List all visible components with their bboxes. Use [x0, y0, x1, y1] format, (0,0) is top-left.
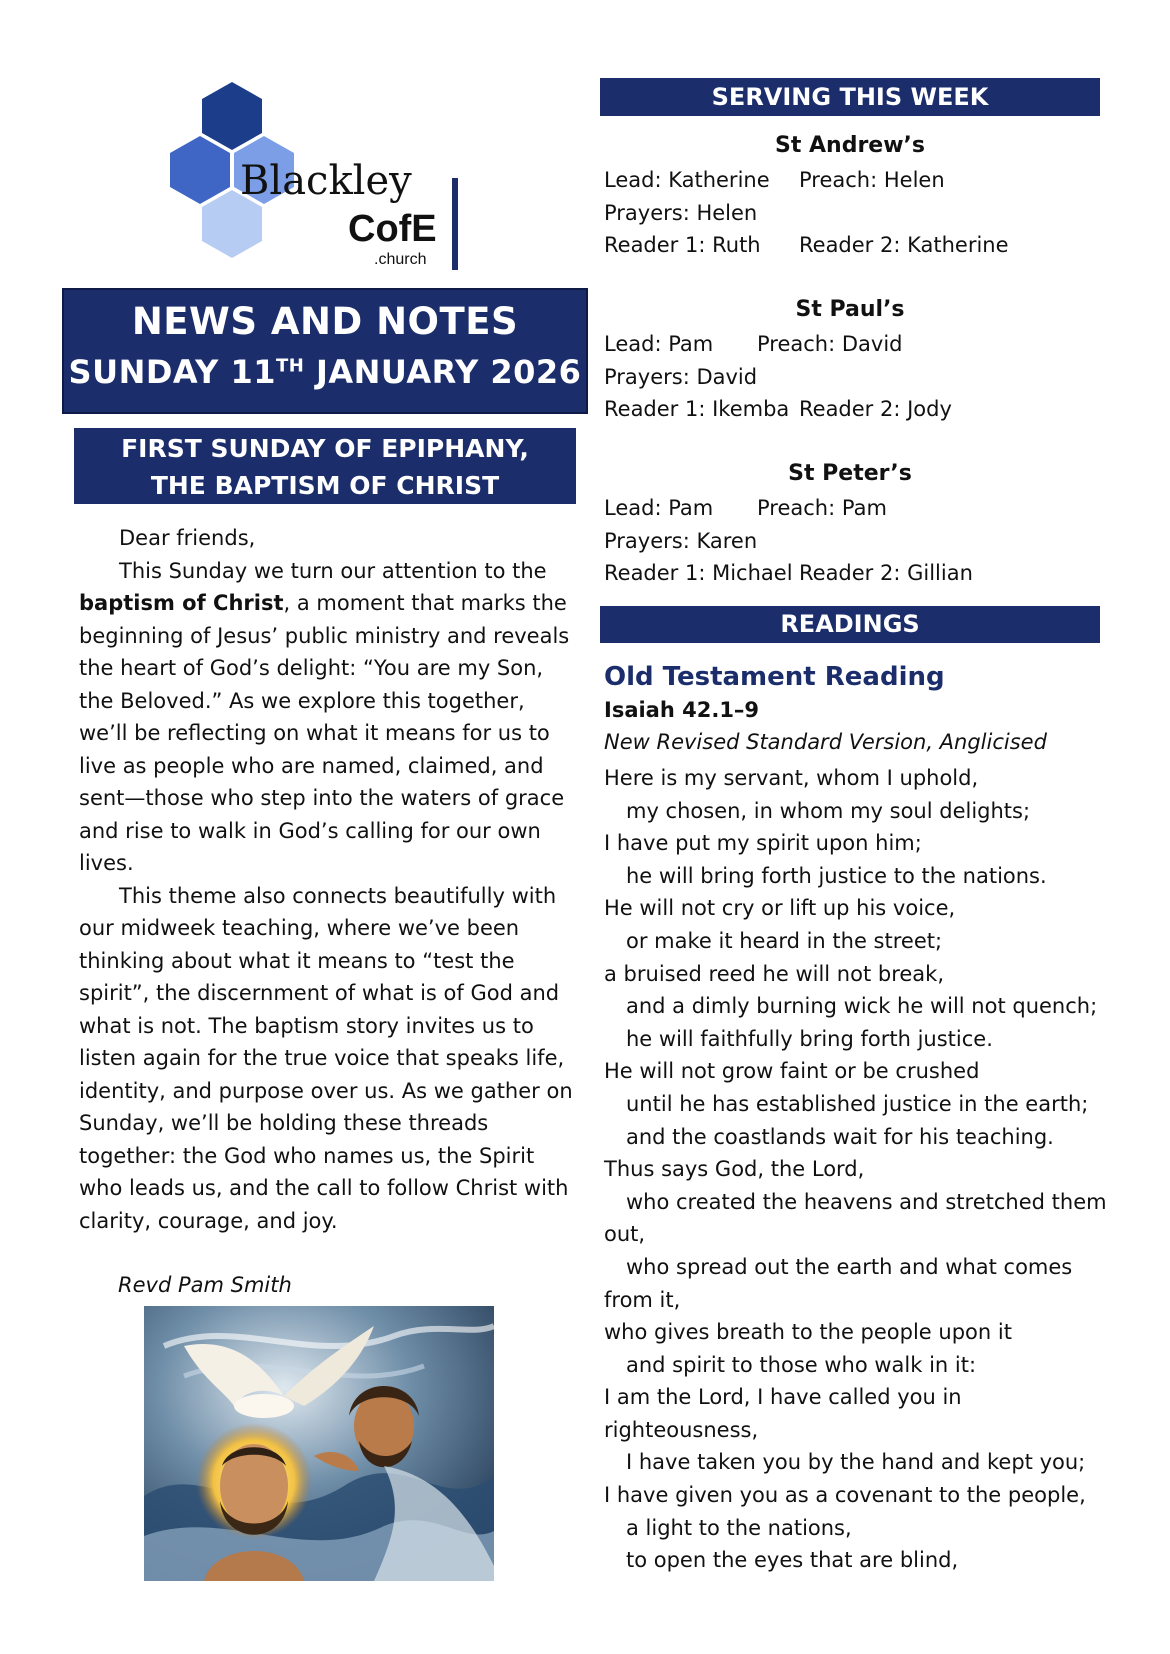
rota-row — [604, 492, 887, 525]
reading-line: out, — [604, 1222, 646, 1247]
rota-cell: Reader 2: Gillian — [799, 561, 973, 585]
ot-reading-version: New Revised Standard Version, Anglicised — [604, 730, 1047, 754]
rota-row — [604, 328, 903, 361]
rota-st-pauls — [604, 328, 952, 426]
reading-line: I have given you as a covenant to the people, — [604, 1483, 1086, 1508]
rota-cell: Reader 1: Michael — [604, 561, 793, 585]
rota-row — [604, 164, 945, 197]
ot-reading-title: Old Testament Reading — [604, 662, 945, 692]
reading-line: righteousness, — [604, 1417, 759, 1442]
rota-cell: Lead: Pam — [604, 332, 714, 356]
baptism-painting — [144, 1306, 494, 1581]
rota-row — [604, 229, 1009, 262]
reading-line: and spirit to those who walk in it: — [626, 1352, 977, 1377]
reading-line: he will bring forth justice to the nations. — [626, 863, 1047, 888]
rota-cell: Reader 1: Ikemba — [604, 397, 790, 421]
church-name-st-andrews: St Andrew’s — [774, 133, 925, 158]
reading-line: I have put my spirit upon him; — [604, 831, 922, 856]
rota-row — [604, 525, 793, 558]
rota-cell: Prayers: David — [604, 364, 758, 389]
reading-line: He will not cry or lift up his voice, — [604, 896, 956, 921]
page-date — [64, 353, 586, 391]
pastoral-letter — [79, 522, 575, 1237]
reading-line: to open the eyes that are blind, — [626, 1548, 959, 1573]
rota-st-peters — [604, 492, 973, 590]
date-sup: TH — [275, 355, 305, 377]
logo-name-line2: CofE — [348, 208, 437, 250]
rota-cell: Preach: David — [757, 332, 903, 356]
reading-line: a bruised reed he will not break, — [604, 961, 944, 986]
reading-line: who spread out the earth and what comes — [626, 1254, 1073, 1279]
rota-cell: Prayers: Karen — [604, 528, 758, 553]
date-prefix: SUNDAY 11 — [68, 353, 276, 391]
reading-line: who created the heavens and stretched them — [626, 1189, 1107, 1214]
reading-line: who gives breath to the people upon it — [604, 1320, 1012, 1345]
rota-row — [604, 393, 952, 426]
rota-cell: Lead: Pam — [604, 496, 714, 520]
reading-line: He will not grow faint or be crushed — [604, 1059, 980, 1084]
logo-divider — [452, 178, 458, 270]
ot-reading-text — [604, 762, 1107, 1577]
letter-p1-a: This Sunday we turn our attention to the — [119, 558, 547, 583]
reading-line: and the coastlands wait for his teaching. — [626, 1124, 1054, 1149]
logo-domain: .church — [374, 251, 427, 268]
page-title: NEWS AND NOTES — [131, 300, 519, 343]
church-name-st-pauls: St Paul’s — [795, 297, 905, 322]
reading-line: Here is my servant, whom I uphold, — [604, 766, 979, 790]
letter-paragraph-1 — [79, 555, 575, 880]
reading-line: I have taken you by the hand and kept you; — [626, 1450, 1086, 1475]
reading-line: and a dimly burning wick he will not quench; — [626, 994, 1098, 1019]
reading-line: a light to the nations, — [626, 1515, 852, 1540]
reading-line: until he has established justice in the earth; — [626, 1091, 1089, 1116]
reading-line: from it, — [604, 1287, 681, 1312]
rota-cell: Reader 2: Jody — [799, 397, 952, 421]
church-name-st-peters: St Peter’s — [788, 461, 912, 486]
rota-cell: Preach: Helen — [799, 168, 945, 192]
rota-cell: Reader 1: Ruth — [604, 233, 761, 257]
reading-line: he will faithfully bring forth justice. — [626, 1026, 993, 1051]
letter-p1-bold: baptism of Christ — [79, 591, 284, 615]
reading-line: or make it heard in the street; — [626, 928, 943, 953]
letter-signoff: Revd Pam Smith — [118, 1273, 292, 1297]
epiphany-heading — [74, 428, 576, 504]
rota-st-andrews — [604, 164, 1009, 262]
serving-heading: SERVING THIS WEEK — [600, 78, 1100, 116]
rota-row — [604, 197, 770, 230]
date-suffix: JANUARY 2026 — [304, 353, 582, 391]
letter-p1-b: , a moment that marks the beginning of Jesus’ public ministry and reveals the heart of God’s delight: “You are my Son, the Beloved.” As we explore this together, we’ll be reflecting on what it means for us to live as people who are named, claimed, and sent—those who step into the waters of grace and rise to walk in God’s calling for our own lives. — [79, 591, 570, 875]
epiphany-line1: FIRST SUNDAY OF EPIPHANY, — [121, 434, 529, 463]
news-header — [62, 288, 588, 414]
rota-row — [604, 557, 973, 590]
rota-row — [604, 361, 789, 394]
rota-cell: Reader 2: Katherine — [799, 233, 1009, 257]
reading-line: Thus says God, the Lord, — [604, 1157, 865, 1182]
rota-cell: Preach: Pam — [757, 496, 887, 520]
readings-heading: READINGS — [600, 606, 1100, 643]
rota-cell: Prayers: Helen — [604, 200, 758, 225]
reading-line: my chosen, in whom my soul delights; — [626, 798, 1031, 823]
rota-cell: Lead: Katherine — [604, 168, 770, 192]
reading-line: I am the Lord, I have called you in — [604, 1385, 962, 1410]
epiphany-line2: THE BAPTISM OF CHRIST — [150, 471, 500, 500]
letter-paragraph-2: This theme also connects beautifully with our midweek teaching, where we’ve been thinking about what it means to “test the spirit”, the discernment of what is of God and what is not. The baptism story invites us to listen again for the true voice that speaks life, identity, and purpose over us. As we gather on Sunday, we’ll be holding these threads together: the God who names us, the Spirit who leads us, and the call to follow Christ with clarity, courage, and joy. — [79, 883, 573, 1233]
letter-greeting: Dear friends, — [119, 526, 256, 550]
ot-reading-reference: Isaiah 42.1–9 — [604, 698, 760, 722]
logo-name-line1: Blackley — [240, 158, 412, 204]
